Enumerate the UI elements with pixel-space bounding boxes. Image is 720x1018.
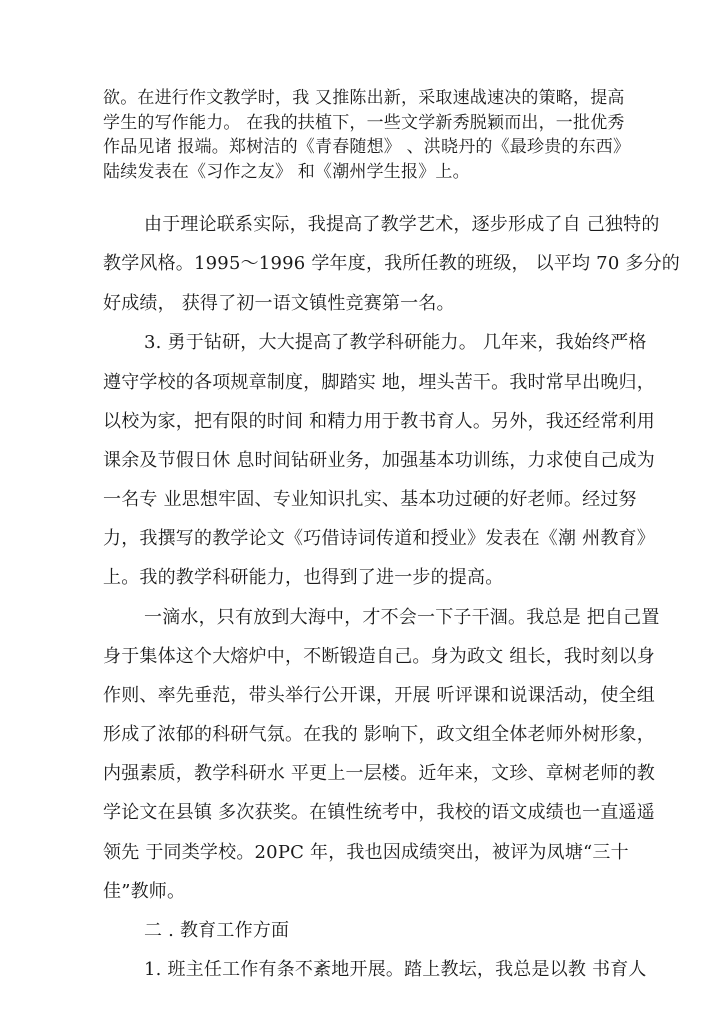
text-line-2: 学生的写作能力。 在我的扶植下，一些文学新秀脱颖而出，一批优秀 [103, 113, 625, 133]
paragraph-4-line-4: 形成了浓郁的科研气氛。在我的 影响下，政文组全体老师外树形象， [103, 724, 655, 745]
paragraph-4-line-7: 领先 于同类学校。20PC 年，我也因成绩突出，被评为凤塘“三十 [103, 842, 629, 863]
paragraph-5-line-1: 1. 班主任工作有条不紊地开展。踏上教坛，我总是以教 书育人 [144, 959, 647, 980]
paragraph-3-line-1: 3. 勇于钻研，大大提高了教学科研能力。 几年来，我始终严格 [144, 332, 647, 353]
paragraph-3-line-5: 一名专 业思想牢固、专业知识扎实、基本功过硬的好老师。经过努 [103, 489, 637, 510]
paragraph-4-line-8: 佳”教师。 [103, 881, 186, 902]
paragraph-4-line-3: 作则、率先垂范，带头举行公开课，开展 听评课和说课活动，使全组 [103, 685, 655, 706]
text-line-1: 欲。在进行作文教学时，我 又推陈出新，采取速战速决的策略，提高 [103, 88, 625, 108]
paragraph-2-line-3: 好成绩， 获得了初一语文镇性竞赛第一名。 [103, 293, 455, 314]
paragraph-4-line-6: 学论文在县镇 多次获奖。在镇性统考中，我校的语文成绩也一直遥遥 [103, 802, 655, 823]
paragraph-2-line-2: 教学风格。1995～1996 学年度，我所任教的班级， 以平均 70 多分的 [103, 253, 681, 274]
paragraph-3-line-2: 遵守学校的各项规章制度，脚踏实 地，埋头苦干。我时常早出晚归， [103, 372, 655, 393]
section-heading: 二 . 教育工作方面 [144, 920, 290, 941]
paragraph-3-line-3: 以校为家，把有限的时间 和精力用于教书育人。另外，我还经常利用 [103, 411, 655, 432]
text-line-3: 作品见诸 报端。郑树洁的《青春随想》 、洪晓丹的《最珍贵的东西》 [103, 137, 631, 157]
paragraph-3-line-6: 力，我撰写的教学论文《巧借诗词传道和授业》发表在《潮 州教育》 [103, 528, 655, 549]
paragraph-3-line-7: 上。我的教学科研能力，也得到了进一步的提高。 [103, 567, 504, 588]
paragraph-4-line-5: 内强素质，教学科研水 平更上一层楼。近年来，文珍、章树老师的教 [103, 763, 655, 784]
paragraph-4-line-2: 身于集体这个大熔炉中，不断锻造自己。身为政文 组长，我时刻以身 [103, 646, 655, 667]
text-line-4: 陆续发表在《习作之友》 和《潮州学生报》上。 [103, 162, 470, 182]
paragraph-4-line-1: 一滴水，只有放到大海中，才不会一下子干涸。我总是 把自己置 [144, 607, 660, 628]
paragraph-3-line-4: 课余及节假日休 息时间钻研业务，加强基本功训练，力求使自己成为 [103, 450, 655, 471]
paragraph-2-line-1: 由于理论联系实际，我提高了教学艺术，逐步形成了自 己独特的 [144, 214, 660, 235]
